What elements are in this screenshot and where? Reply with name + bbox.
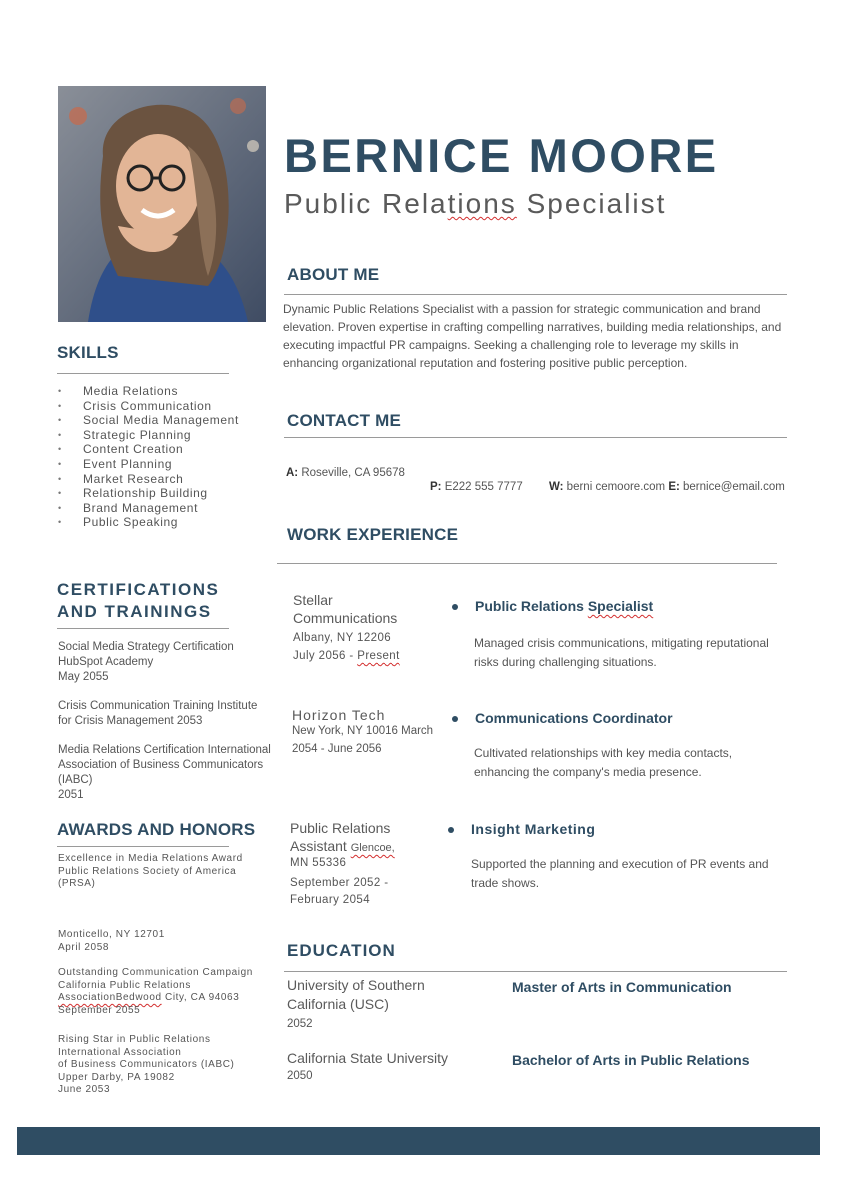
- skill-item: • Market Research: [58, 472, 239, 487]
- skill-item: • Relationship Building: [58, 486, 239, 501]
- work-divider: [277, 563, 777, 564]
- education-heading: EDUCATION: [287, 941, 396, 960]
- about-divider: [284, 294, 787, 295]
- job-location-dates: New York, NY 10016 March 2054 - June 2056: [292, 725, 434, 755]
- job-bullet: [452, 604, 458, 610]
- award-item: Monticello, NY 12701 April 2058: [58, 929, 165, 953]
- about-heading: ABOUT ME: [287, 265, 380, 284]
- awards-heading: AWARDS AND HONORS: [57, 820, 256, 839]
- certifications-divider: [57, 628, 229, 629]
- contact-web-email: W: berni cemoore.com E: bernice@email.com: [549, 481, 785, 493]
- contact-address: A: Roseville, CA 95678: [286, 467, 405, 479]
- profile-photo: [58, 86, 266, 322]
- job-role: Communications Coordinator: [475, 710, 673, 726]
- skills-divider: [57, 373, 229, 374]
- job-title: Public Relations Specialist: [284, 188, 667, 219]
- education-school: University of Southern California (USC): [287, 977, 425, 1012]
- candidate-name: BERNICE MOORE: [284, 129, 719, 182]
- job-description: Supported the planning and execution of PR events and trade shows.: [471, 857, 769, 890]
- skill-item: • Media Relations: [58, 384, 239, 399]
- contact-divider: [284, 437, 787, 438]
- skills-heading: SKILLS: [57, 343, 119, 362]
- job-bullet: [448, 827, 454, 833]
- education-year: 2052: [287, 1018, 313, 1030]
- contact-phone: P: E222 555 7777: [430, 481, 523, 493]
- footer-bar: [17, 1127, 820, 1155]
- skill-item: • Public Speaking: [58, 515, 239, 530]
- job-role: Public Relations Specialist: [475, 598, 654, 614]
- education-school: California State University: [287, 1050, 449, 1066]
- education-degree: Bachelor of Arts in Public Relations: [512, 1052, 750, 1068]
- education-year: 2050: [287, 1070, 313, 1082]
- skill-item: • Social Media Management: [58, 413, 239, 428]
- job-location-dates: MN 55336 September 2052 - February 2054: [290, 857, 389, 906]
- certification-item: Crisis Communication Training Institute for Crisis Management 2053: [58, 700, 258, 727]
- certification-item: Media Relations Certification International Association of Business Communicators (IABC) 2051: [58, 744, 271, 801]
- award-item: Rising Star in Public Relations International Association of Business Communicators (IABC) Upper Darby, PA 19082 June 2053: [58, 1034, 235, 1095]
- contact-heading: CONTACT ME: [287, 411, 402, 430]
- education-divider: [284, 971, 787, 972]
- skill-item: • Strategic Planning: [58, 428, 239, 443]
- job-bullet: [452, 716, 458, 722]
- skill-item: • Content Creation: [58, 442, 239, 457]
- job-role: Insight Marketing: [471, 821, 596, 837]
- certifications-heading: CERTIFICATIONS AND TRAININGS: [57, 580, 220, 621]
- job-company: Stellar Communications: [293, 592, 398, 626]
- skills-list: [58, 384, 239, 530]
- skill-item: • Event Planning: [58, 457, 239, 472]
- job-description: Managed crisis communications, mitigating reputational risks during challenging situations.: [474, 636, 769, 669]
- job-location-dates: Albany, NY 12206 July 2056 - Present: [293, 632, 400, 662]
- job-company: Public Relations Assistant Glencoe,: [290, 820, 395, 854]
- job-company: Horizon Tech: [292, 707, 386, 723]
- education-degree: Master of Arts in Communication: [512, 979, 732, 995]
- certification-item: Social Media Strategy Certification HubSpot Academy May 2055: [58, 641, 234, 683]
- skill-item: • Brand Management: [58, 501, 239, 516]
- award-item: Excellence in Media Relations Award Public Relations Society of America (PRSA): [58, 853, 243, 889]
- awards-divider: [57, 846, 229, 847]
- award-item: Outstanding Communication Campaign California Public Relations AssociationBedwood City, CA 94063 September 2055: [58, 967, 253, 1016]
- work-heading: WORK EXPERIENCE: [287, 525, 459, 544]
- job-description: Cultivated relationships with key media contacts, enhancing the company's media presence.: [474, 746, 733, 779]
- skill-item: • Crisis Communication: [58, 399, 239, 414]
- about-text: Dynamic Public Relations Specialist with a passion for strategic communication and brand elevation. Proven expertise in crafting compelling narratives, building media relationships, and executing impactful PR campaigns. Seeking a challenging role to leverage my skills in enhancing organizational reputation and fostering positive public perception.: [283, 302, 782, 370]
